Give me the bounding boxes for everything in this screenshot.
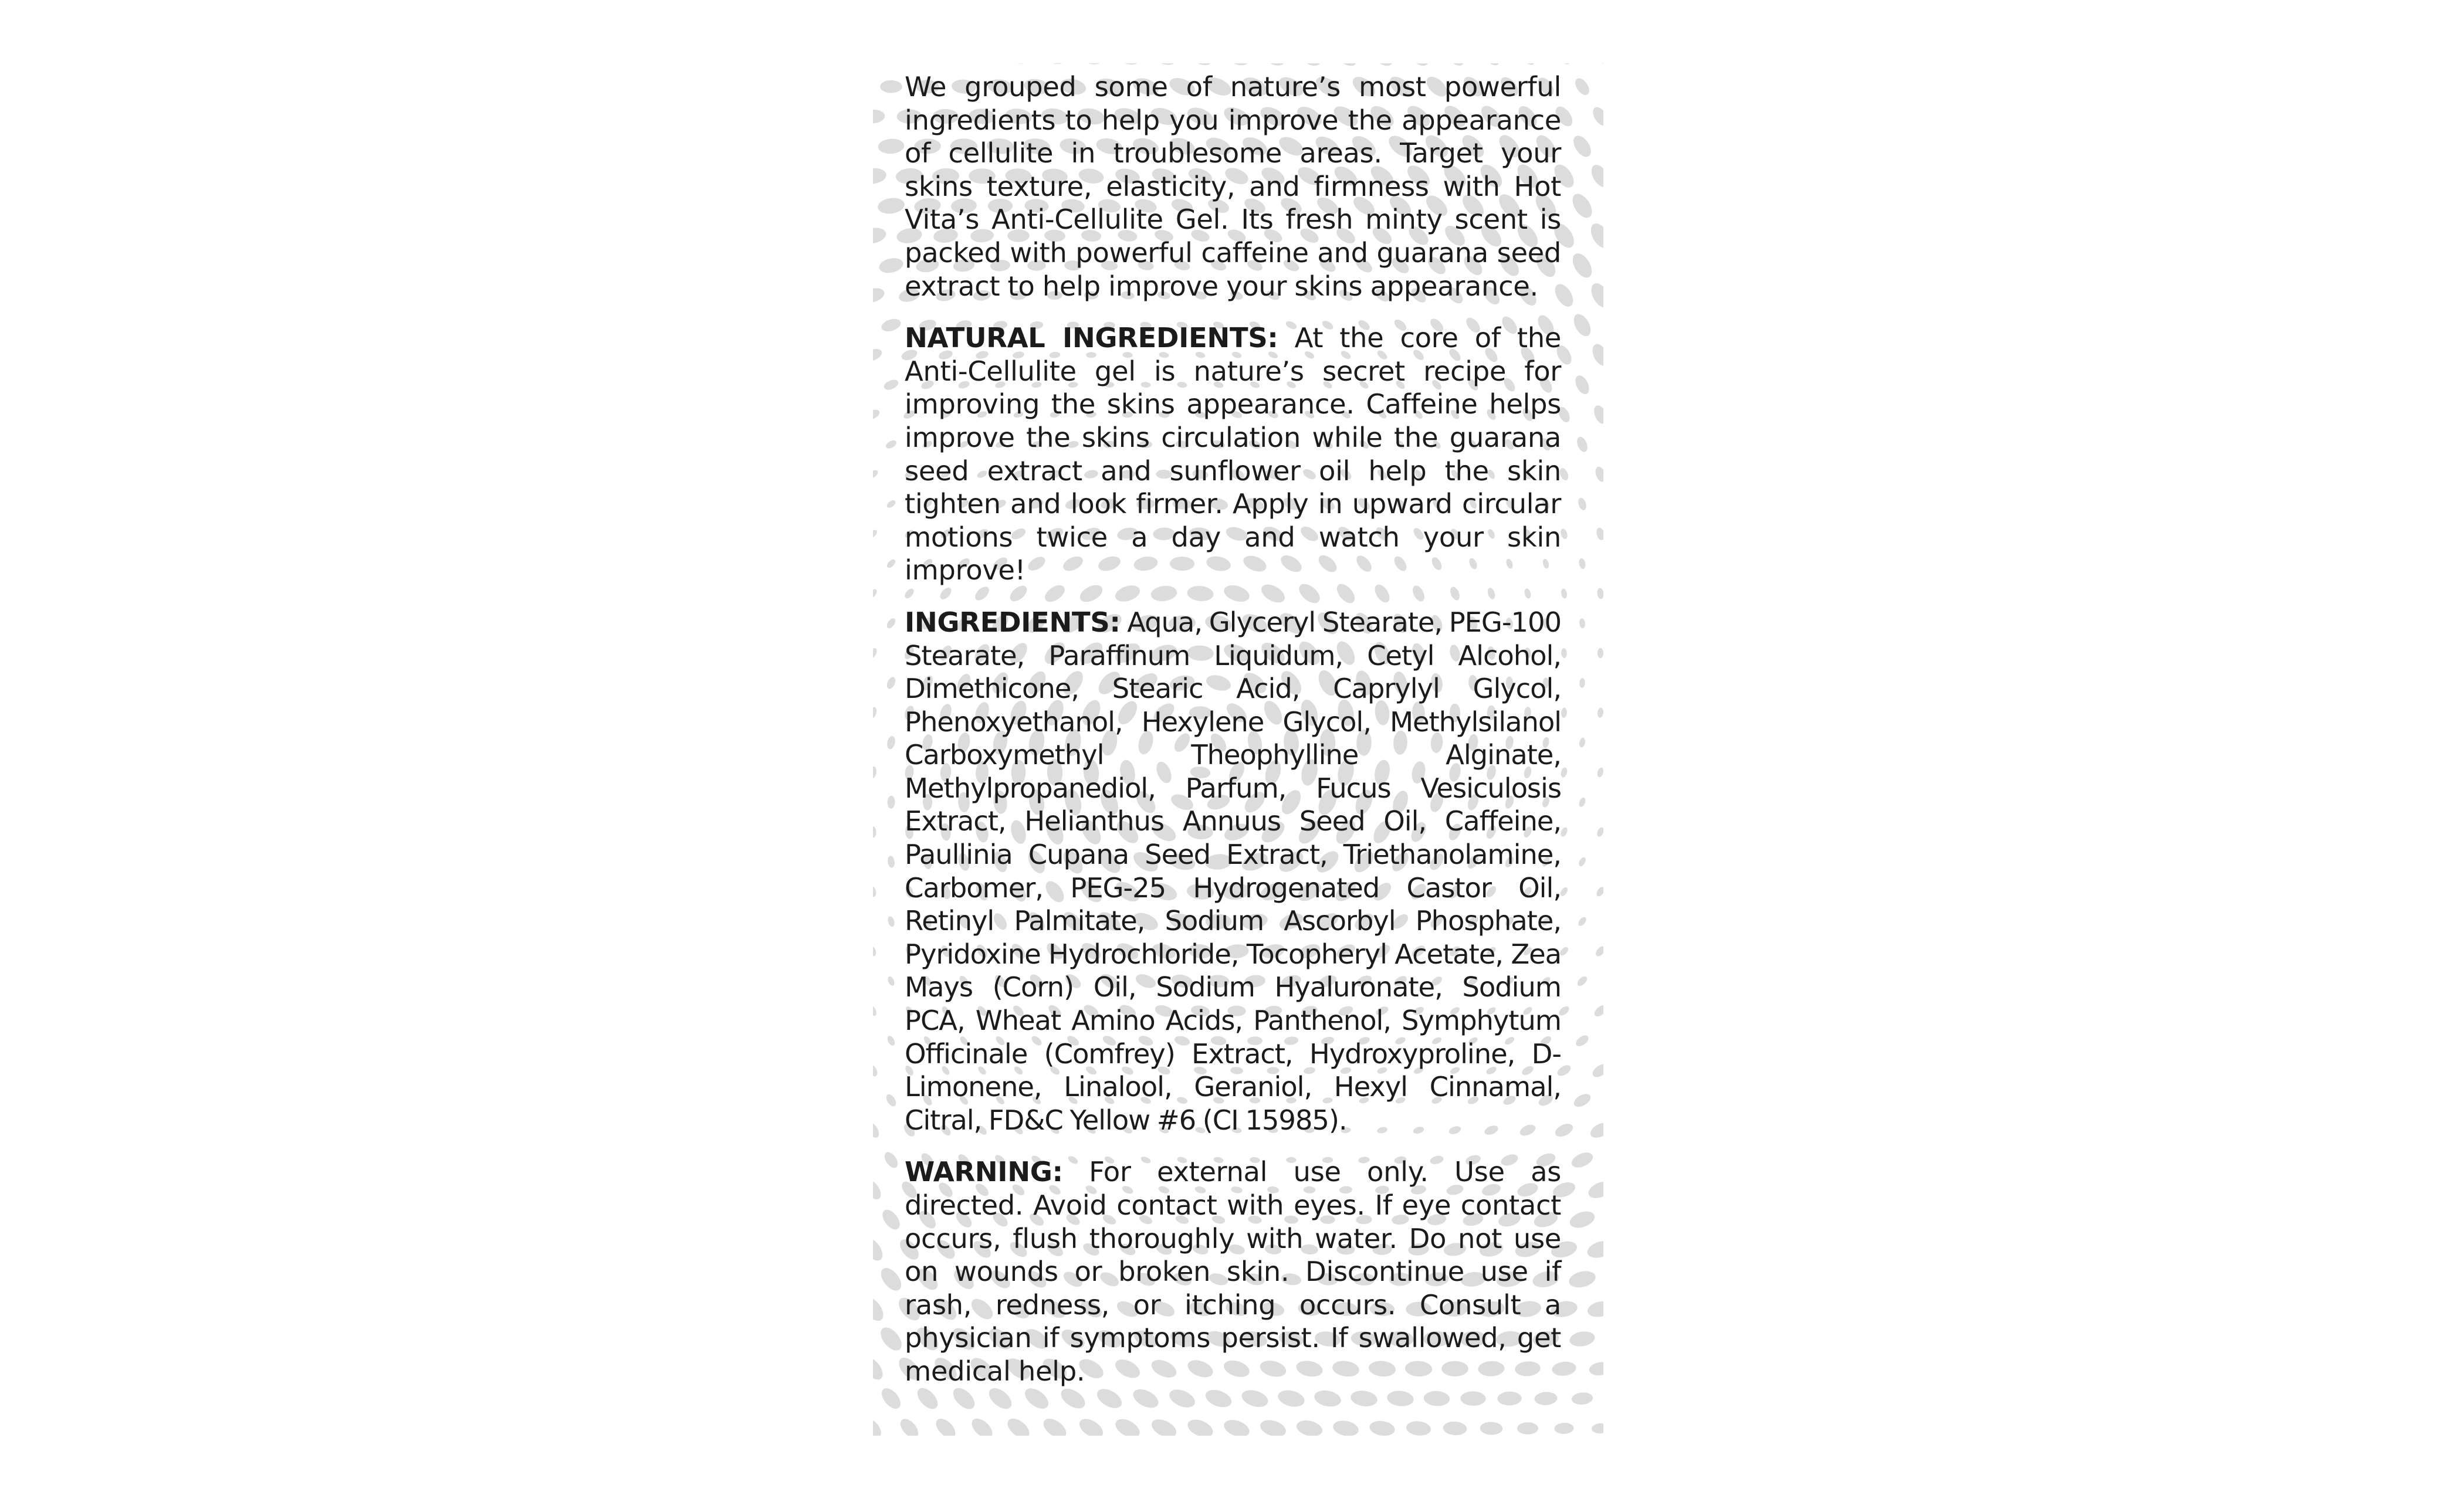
pattern-dot bbox=[882, 1149, 901, 1170]
pattern-dot bbox=[1591, 1423, 1603, 1434]
pattern-dot bbox=[873, 226, 888, 246]
pattern-dot bbox=[873, 1235, 886, 1264]
pattern-dot bbox=[878, 1385, 905, 1412]
pattern-dot bbox=[873, 1063, 879, 1078]
pattern-dot bbox=[1443, 1421, 1467, 1436]
ingredients-paragraph bbox=[905, 606, 1561, 1137]
pattern-dot bbox=[1113, 63, 1142, 67]
pattern-dot bbox=[873, 647, 878, 660]
pattern-dot bbox=[968, 1415, 996, 1436]
pattern-dot bbox=[1575, 435, 1590, 453]
pattern-dot bbox=[1596, 826, 1603, 838]
pattern-dot bbox=[877, 1264, 905, 1294]
warning-heading: WARNING: bbox=[905, 1156, 1063, 1188]
pattern-dot bbox=[1076, 1415, 1106, 1436]
pattern-dot bbox=[1167, 1386, 1198, 1411]
pattern-dot bbox=[1480, 63, 1502, 68]
pattern-dot bbox=[1594, 466, 1603, 483]
pattern-dot bbox=[1569, 1330, 1596, 1348]
pattern-dot bbox=[880, 317, 902, 334]
pattern-dot bbox=[1592, 403, 1603, 426]
pattern-dot bbox=[985, 1384, 1015, 1413]
natural-ingredients-body: At the core of the Anti-Cellulite gel is nature’s secret recipe for improving the skins appearance. Caffeine helps improve the skins circulation while the guarana seed extract and sunflower oil help the skin tighten and look firmer. Apply in upward circular motions twice a day and watch your skin improve! bbox=[905, 322, 1561, 586]
pattern-dot bbox=[1555, 63, 1573, 66]
pattern-dot bbox=[1185, 1416, 1216, 1436]
pattern-dot bbox=[1561, 588, 1568, 599]
natural-ingredients-heading: NATURAL INGREDIENTS: bbox=[905, 322, 1278, 354]
pattern-dot bbox=[885, 439, 898, 450]
pattern-dot bbox=[1593, 63, 1603, 66]
pattern-dot bbox=[1517, 1422, 1538, 1435]
pattern-dot bbox=[1006, 63, 1031, 66]
pattern-dot bbox=[876, 1324, 905, 1354]
pattern-dot bbox=[1203, 1386, 1234, 1410]
pattern-dot bbox=[873, 528, 878, 539]
pattern-dot bbox=[1578, 796, 1587, 808]
pattern-dot bbox=[1534, 1391, 1558, 1406]
pattern-dot bbox=[873, 167, 887, 185]
pattern-dot bbox=[1595, 886, 1603, 898]
pattern-dot bbox=[1588, 1361, 1603, 1376]
pattern-dot bbox=[1574, 1033, 1590, 1049]
pattern-dot bbox=[970, 63, 994, 65]
ingredients-body: Aqua, Glyceryl Stearate, PEG-100 Stearate, Paraffinum Liquidum, Cetyl Alcohol, Dimethicone, Stearic Acid, Caprylyl Glycol, Phenoxyethanol, Hexylene Glycol, Methylsilanol Carboxymethyl Theophylline Alginate, Methylpropanediol, Parfum, Fucus Vesiculosis Extract, Helianthus Annuus Seed Oil, Caffeine, Paullinia Cupana Seed Extract, Triethanolamine, Carbomer, PEG-25 Hydrogenated Castor Oil, Retinyl Palmitate, Sodium Ascorbyl Phosphate, Pyridoxine Hydrochloride, Tocopheryl Acetate, Zea Mays (Corn) Oil, Sodium Hyaluronate, Sodium PCA, Wheat Amino Acids, Panthenol, Symphytum Officinale (Comfrey) Extract, Hydroxyproline, D-Limonene, Linalool, Geraniol, Hexyl Cinnamal, Citral, FD&C Yellow #6 (CI 15985). bbox=[905, 606, 1561, 1136]
pattern-dot bbox=[1222, 63, 1251, 69]
pattern-dot bbox=[885, 676, 897, 690]
pattern-dot bbox=[873, 1294, 888, 1325]
pattern-dot bbox=[886, 1035, 896, 1047]
pattern-dot bbox=[1586, 1299, 1603, 1320]
pattern-dot bbox=[1221, 1417, 1251, 1436]
pattern-dot bbox=[1587, 220, 1603, 251]
pattern-dot bbox=[1579, 618, 1585, 629]
pattern-dot bbox=[873, 1005, 878, 1017]
pattern-dot bbox=[1443, 63, 1467, 69]
pattern-dot bbox=[878, 256, 905, 275]
pattern-dot bbox=[1406, 1420, 1432, 1436]
pattern-dot bbox=[1571, 311, 1594, 339]
pattern-dot bbox=[1577, 497, 1588, 511]
pattern-dot bbox=[885, 499, 896, 509]
pattern-dot bbox=[876, 196, 905, 215]
pattern-dot bbox=[873, 1354, 886, 1383]
pattern-dot bbox=[873, 706, 878, 720]
pattern-dot bbox=[873, 766, 877, 779]
pattern-dot bbox=[1589, 341, 1603, 368]
pattern-dot bbox=[1480, 1422, 1502, 1435]
pattern-dot bbox=[1406, 63, 1431, 69]
pattern-dot bbox=[897, 1416, 922, 1436]
pattern-dot bbox=[873, 826, 876, 838]
pattern-dot bbox=[1586, 1178, 1603, 1201]
pattern-dot bbox=[935, 63, 957, 64]
pattern-dot bbox=[1588, 280, 1603, 311]
pattern-dot bbox=[887, 795, 895, 809]
pattern-dot bbox=[1386, 1389, 1414, 1407]
pattern-dot bbox=[1597, 707, 1603, 718]
pattern-dot bbox=[1597, 648, 1603, 658]
pattern-dot bbox=[1295, 1418, 1324, 1436]
pattern-dot bbox=[1596, 588, 1603, 599]
pattern-dot bbox=[873, 588, 878, 599]
pattern-dot bbox=[873, 286, 886, 305]
pattern-dot bbox=[1567, 1269, 1597, 1290]
pattern-dot bbox=[1258, 63, 1287, 69]
pattern-dot bbox=[1149, 1416, 1179, 1436]
pattern-dot bbox=[873, 1416, 884, 1436]
pattern-dot bbox=[1078, 63, 1105, 67]
pattern-dot bbox=[1569, 250, 1596, 280]
product-label bbox=[873, 63, 1603, 1436]
pattern-dot bbox=[884, 1093, 898, 1108]
pattern-dot bbox=[873, 886, 877, 897]
pattern-dot bbox=[1579, 678, 1585, 688]
pattern-dot bbox=[1240, 1387, 1270, 1410]
warning-body: For external use only. Use as directed. Avoid contact with eyes. If eye contact occurs, flush thoroughly with water. Do not use on wounds or broken skin. Discontinue use if rash, redness, or itching occurs. Consult a physician if symptoms persist. If swallowed, get medical help. bbox=[905, 1156, 1561, 1387]
pattern-dot bbox=[885, 558, 896, 569]
pattern-dot bbox=[933, 1415, 959, 1436]
pattern-dot bbox=[1258, 1418, 1288, 1436]
pattern-dot bbox=[1578, 856, 1588, 867]
pattern-dot bbox=[1578, 558, 1586, 569]
pattern-dot bbox=[1588, 1120, 1603, 1141]
pattern-dot bbox=[1518, 63, 1538, 67]
label-text bbox=[905, 70, 1561, 1388]
pattern-dot bbox=[1276, 1388, 1306, 1409]
warning-paragraph bbox=[905, 1155, 1561, 1388]
pattern-dot bbox=[1572, 1091, 1593, 1110]
pattern-dot bbox=[1040, 1415, 1070, 1436]
pattern-dot bbox=[1423, 1391, 1450, 1407]
pattern-dot bbox=[1332, 1419, 1360, 1436]
pattern-dot bbox=[1568, 1209, 1597, 1231]
pattern-dot bbox=[1460, 1391, 1486, 1406]
pattern-dot bbox=[1130, 1385, 1161, 1411]
pattern-dot bbox=[882, 378, 900, 392]
pattern-dot bbox=[1561, 707, 1567, 718]
pattern-dot bbox=[1569, 191, 1596, 221]
pattern-dot bbox=[1313, 1388, 1342, 1409]
pattern-dot bbox=[873, 347, 884, 364]
pattern-dot bbox=[1112, 1415, 1143, 1436]
pattern-dot bbox=[1004, 1415, 1033, 1436]
pattern-dot bbox=[1369, 63, 1396, 69]
pattern-dot bbox=[1594, 945, 1603, 958]
intro-paragraph: We grouped some of nature’s most powerful ingredients to help you improve the appearance of cellulite in troublesome areas. Target your skins texture, elasticity, and firmness with Hot Vita’s Anti-Cellulite Gel. Its fresh minty scent is packed with powerful caffeine and guarana seed extract to help improve your skins appearance. bbox=[905, 71, 1561, 302]
pattern-dot bbox=[1369, 1419, 1396, 1436]
pattern-dot bbox=[1569, 1149, 1595, 1171]
pattern-dot bbox=[1332, 63, 1359, 70]
pattern-dot bbox=[886, 735, 896, 750]
pattern-dot bbox=[1560, 767, 1568, 778]
pattern-dot bbox=[1596, 767, 1603, 778]
pattern-dot bbox=[1041, 63, 1068, 66]
pattern-dot bbox=[873, 1121, 881, 1140]
natural-ingredients-paragraph bbox=[905, 321, 1561, 587]
pattern-dot bbox=[873, 109, 885, 124]
pattern-dot bbox=[1579, 737, 1586, 748]
pattern-dot bbox=[1094, 1385, 1125, 1412]
pattern-dot bbox=[873, 469, 879, 480]
pattern-dot bbox=[1561, 648, 1567, 658]
pattern-dot bbox=[885, 617, 897, 630]
pattern-dot bbox=[1570, 133, 1595, 160]
pattern-dot bbox=[879, 1206, 903, 1232]
pattern-dot bbox=[887, 856, 895, 869]
pattern-dot bbox=[1349, 1389, 1378, 1408]
pattern-dot bbox=[1576, 975, 1589, 988]
pattern-dot bbox=[1186, 63, 1214, 69]
pattern-dot bbox=[913, 1384, 941, 1412]
ingredients-heading: INGREDIENTS: bbox=[905, 606, 1121, 638]
pattern-dot bbox=[1571, 1392, 1593, 1406]
pattern-dot bbox=[1595, 527, 1603, 541]
pattern-dot bbox=[1058, 1385, 1089, 1412]
pattern-dot bbox=[1577, 915, 1588, 927]
pattern-dot bbox=[1497, 1391, 1522, 1406]
pattern-dot bbox=[1590, 1062, 1603, 1080]
pattern-dot bbox=[886, 975, 895, 986]
pattern-dot bbox=[880, 80, 902, 93]
pattern-dot bbox=[873, 1178, 884, 1202]
pattern-dot bbox=[1585, 1238, 1603, 1261]
pattern-dot bbox=[873, 408, 881, 421]
pattern-dot bbox=[878, 138, 905, 154]
pattern-dot bbox=[873, 946, 877, 957]
pattern-dot bbox=[949, 1384, 979, 1413]
pattern-dot bbox=[1150, 63, 1179, 68]
pattern-dot bbox=[1588, 162, 1603, 191]
pattern-dot bbox=[1554, 1422, 1574, 1434]
pattern-dot bbox=[886, 915, 895, 927]
pattern-dot bbox=[1573, 373, 1592, 396]
pattern-dot bbox=[1590, 104, 1603, 128]
pattern-dot bbox=[1021, 1384, 1052, 1412]
pattern-dot bbox=[1592, 1003, 1603, 1019]
pattern-dot bbox=[1295, 63, 1324, 69]
pattern-dot bbox=[1572, 76, 1592, 97]
